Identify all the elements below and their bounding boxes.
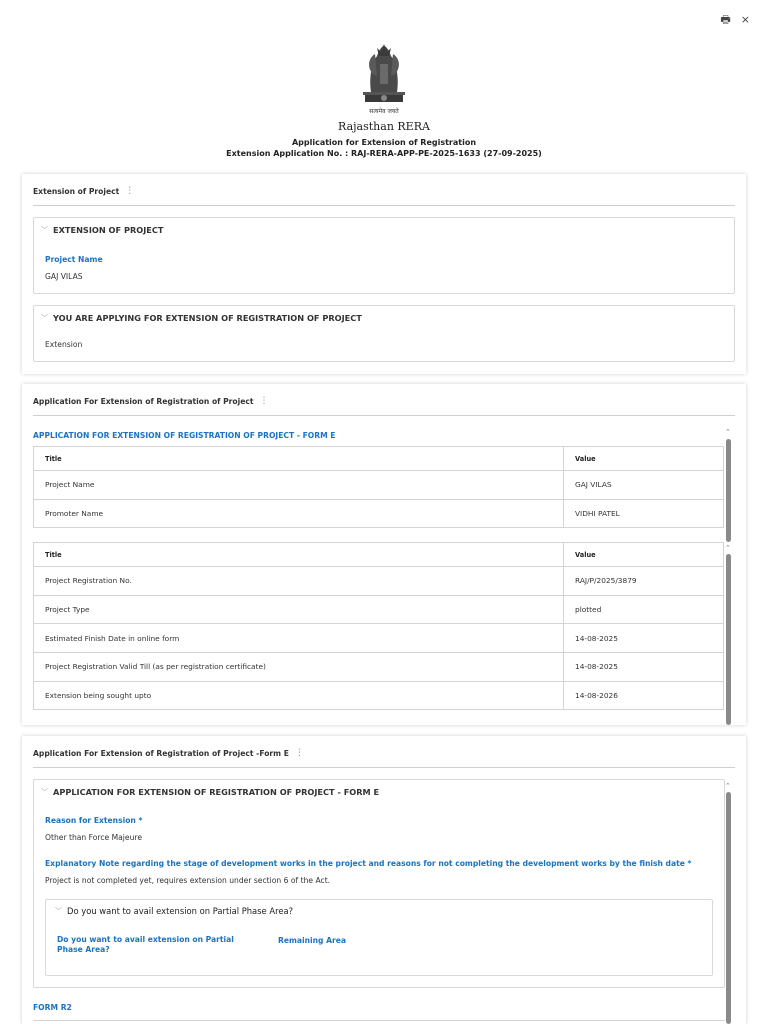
extension-of-project-card (22, 174, 746, 374)
state-emblem-icon (349, 34, 419, 116)
project-name-label: Project Name (45, 255, 103, 264)
panel-header[interactable]: ﹀ YOU ARE APPLYING FOR EXTENSION OF REGISTRATION OF PROJECT (41, 313, 362, 323)
form-e-section-title: APPLICATION FOR EXTENSION OF REGISTRATION OF PROJECT - FORM E (33, 431, 336, 440)
scrollbar-thumb[interactable] (726, 554, 731, 725)
table-top-border (33, 1020, 725, 1021)
table-row (34, 471, 724, 500)
document-header (0, 34, 768, 158)
project-summary-table (33, 446, 724, 528)
scroll-up-icon[interactable]: ⌃ (725, 428, 731, 436)
panel-header[interactable]: ﹀ EXTENSION OF PROJECT (41, 225, 164, 235)
row-title: Project Name (34, 471, 564, 500)
scroll-up-icon[interactable]: ⌃ (725, 544, 731, 552)
panel-header[interactable]: ﹀ APPLICATION FOR EXTENSION OF REGISTRATION OF PROJECT - FORM E (41, 787, 380, 797)
explanatory-note-value: Project is not completed yet, requires extension under section 6 of the Act. (45, 876, 331, 885)
row-title: Project Type (34, 595, 564, 624)
project-name-value: GAJ VILAS (45, 272, 83, 281)
table-row (34, 567, 724, 596)
registration-details-table (33, 542, 724, 710)
table-row (34, 653, 724, 682)
form-e-panel (33, 779, 725, 988)
more-options-icon[interactable]: ⋮ (259, 396, 269, 406)
panel-header[interactable]: ﹀ Do you want to avail extension on Partial Phase Area? (55, 906, 294, 916)
emblem-caption: सत्यमेव जयते (369, 108, 399, 115)
column-header-value: Value (564, 447, 724, 471)
application-type-value: Extension (45, 340, 83, 349)
row-title: Estimated Finish Date in online form (34, 624, 564, 653)
document-subtitle: Application for Extension of Registration (291, 138, 477, 147)
card-title: Application For Extension of Registration of Project ⋮ (33, 396, 269, 406)
row-value: plotted (564, 595, 724, 624)
card-title: Application For Extension of Registration of Project -Form E ⋮ (33, 748, 304, 758)
more-options-icon[interactable]: ⋮ (294, 748, 304, 758)
card-title: Extension of Project ⋮ (33, 186, 135, 196)
divider (33, 767, 735, 768)
row-title: Project Registration Valid Till (as per registration certificate) (34, 653, 564, 682)
print-icon[interactable]: 🖶 (720, 13, 731, 26)
table-row (34, 595, 724, 624)
table-row (34, 499, 724, 528)
chevron-down-icon: ﹀ (41, 226, 48, 234)
partial-phase-label: Do you want to avail extension on Partial Phase Area? (57, 935, 234, 954)
close-icon[interactable]: × (740, 13, 750, 26)
column-header-title: Title (34, 543, 564, 567)
application-number: Extension Application No. : RAJ-RERA-APP-PE-2025-1633 (27-09-2025) (226, 149, 542, 158)
table-row (34, 681, 724, 710)
row-value: GAJ VILAS (564, 471, 724, 500)
divider (33, 415, 735, 416)
scroll-up-icon[interactable]: ⌃ (725, 782, 731, 790)
remaining-area-label: Remaining Area (278, 936, 347, 945)
table-row (34, 624, 724, 653)
application-extension-card (22, 384, 746, 725)
extension-of-project-panel (33, 217, 735, 294)
toolbar (720, 13, 750, 27)
row-value: 14-08-2025 (564, 653, 724, 682)
row-value: VIDHI PATEL (564, 499, 724, 528)
applying-for-extension-panel (33, 305, 735, 362)
chevron-down-icon: ﹀ (55, 907, 62, 915)
row-value: RAJ/P/2025/3879 (564, 567, 724, 596)
scrollbar-thumb[interactable] (726, 792, 731, 1024)
divider (33, 205, 735, 206)
row-value: 14-08-2026 (564, 681, 724, 710)
explanatory-note-label: Explanatory Note regarding the stage of development works in the project and reasons for not completing the development works by the finish date * (45, 859, 692, 868)
row-value: 14-08-2025 (564, 624, 724, 653)
reason-for-extension-value: Other than Force Majeure (45, 833, 143, 842)
scrollbar-thumb[interactable] (726, 439, 731, 542)
organisation-name: Rajasthan RERA (338, 120, 430, 133)
column-header-value: Value (564, 543, 724, 567)
chevron-down-icon: ﹀ (41, 788, 48, 796)
row-title: Project Registration No. (34, 567, 564, 596)
column-header-title: Title (34, 447, 564, 471)
chevron-down-icon: ﹀ (41, 314, 48, 322)
partial-phase-panel (45, 899, 713, 976)
row-title: Promoter Name (34, 499, 564, 528)
reason-for-extension-label: Reason for Extension * (45, 816, 143, 825)
form-e-card (22, 736, 746, 1024)
form-r2-title: FORM R2 (33, 1003, 72, 1012)
more-options-icon[interactable]: ⋮ (125, 186, 135, 196)
row-title: Extension being sought upto (34, 681, 564, 710)
